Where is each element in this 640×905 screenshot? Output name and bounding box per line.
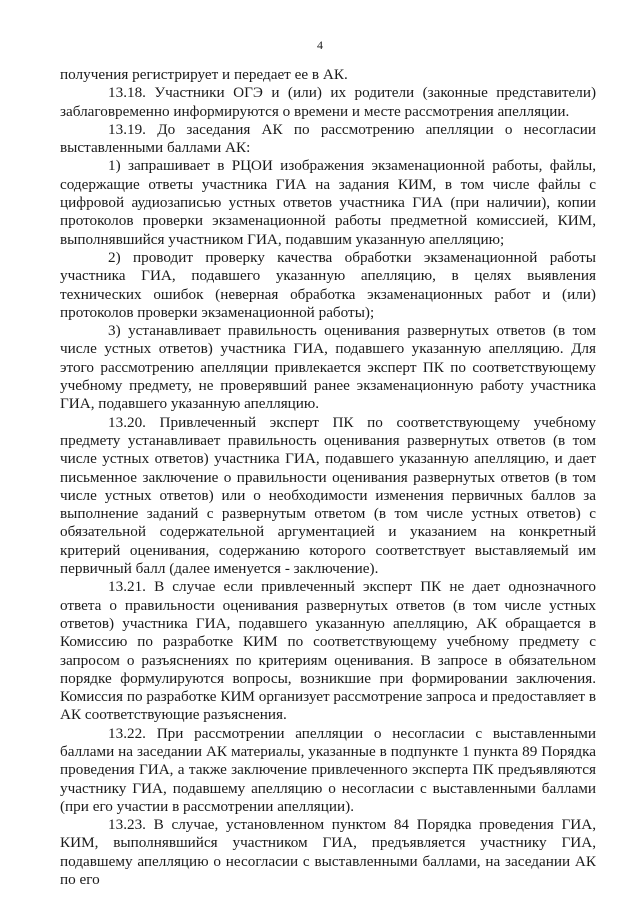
- list-item-1: 1) запрашивает в РЦОИ изображения экзаменационной работы, файлы, содержащие ответы участника ГИА на задания КИМ, в том числе файлы с цифровой аудиозаписью устных ответов участника ГИА (при наличии), копии протоколов проверки экзаменационной работы предметной комиссией, КИМ, выполнявшийся участником ГИА, подавшим указанную апелляцию;: [60, 157, 596, 248]
- paragraph: получения регистрирует и передает ее в АК.: [60, 66, 348, 83]
- list-item-3: 3) устанавливает правильность оценивания развернутых ответов (в том числе устных ответов) участника ГИА, подавшего указанную апелляцию. Для этого рассмотрению апелляции привлекается эксперт ПК по соответствующему учебному предмету, не проверявший ранее экзаменационную работу участника ГИА, подавшего указанную апелляцию.: [60, 322, 596, 413]
- page-number: 4: [317, 38, 323, 52]
- paragraph-13-19: 13.19. До заседания АК по рассмотрению апелляции о несогласии выставленными баллами АК:: [60, 120, 596, 157]
- paragraph-13-20: 13.20. Привлеченный эксперт ПК по соответствующему учебному предмету устанавливает правильность оценивания развернутых ответов (в том числе устных ответов) участника ГИА, подавшего указанную апелляцию, и дает письменное заключение о правильности оценивания развернутых ответов (в том числе устных ответов) или о необходимости изменения первичных баллов за выполнение заданий с развернутым ответом (в том числе устных ответов) с обязательной содержательной аргументацией и указанием на конкретный критерий оценивания, содержанию которого соответствует выставляемый им первичный балл (далее именуется - заключение).: [60, 413, 596, 578]
- paragraph-13-22: 13.22. При рассмотрении апелляции о несогласии с выставленными баллами на заседании АК материалы, указанные в подпункте 1 пункта 89 Порядка проведения ГИА, а также заключение привлеченного эксперта ПК предъявляются участнику ГИА, подавшему апелляцию о несогласии с выставленными баллами (при его участии в рассмотрении апелляции).: [60, 724, 596, 815]
- paragraph-13-23: 13.23. В случае, установленном пунктом 84 Порядка проведения ГИА, КИМ, выполнявшийся участником ГИА, предъявляется участнику ГИА, подавшему апелляцию о несогласии с выставленными баллами, на заседании АК по его: [60, 816, 596, 889]
- list-item-2: 2) проводит проверку качества обработки экзаменационной работы участника ГИА, подавшего указанную апелляцию, в целях выявления технических ошибок (неверная обработка экзаменационных работ и (или) протоколов проверки экзаменационной работы);: [60, 248, 596, 321]
- document-body: [60, 66, 596, 889]
- paragraph-13-21: 13.21. В случае если привлеченный эксперт ПК не дает однозначного ответа о правильности оценивания развернутых ответов (в том числе устных ответов) участника ГИА, подавшего указанную апелляцию, АК обращается в Комиссию по разработке КИМ по соответствующему учебному предмету с запросом о разъяснениях по критериям оценивания. В запросе в обязательном порядке формулируются вопросы, возникшие при формировании заключения. Комиссия по разработке КИМ организует рассмотрение запроса и предоставляет в АК соответствующие разъяснения.: [60, 578, 596, 724]
- paragraph-13-18: 13.18. Участники ОГЭ и (или) их родители (законные представители) заблаговременно информируются о времени и месте рассмотрения апелляции.: [60, 84, 596, 120]
